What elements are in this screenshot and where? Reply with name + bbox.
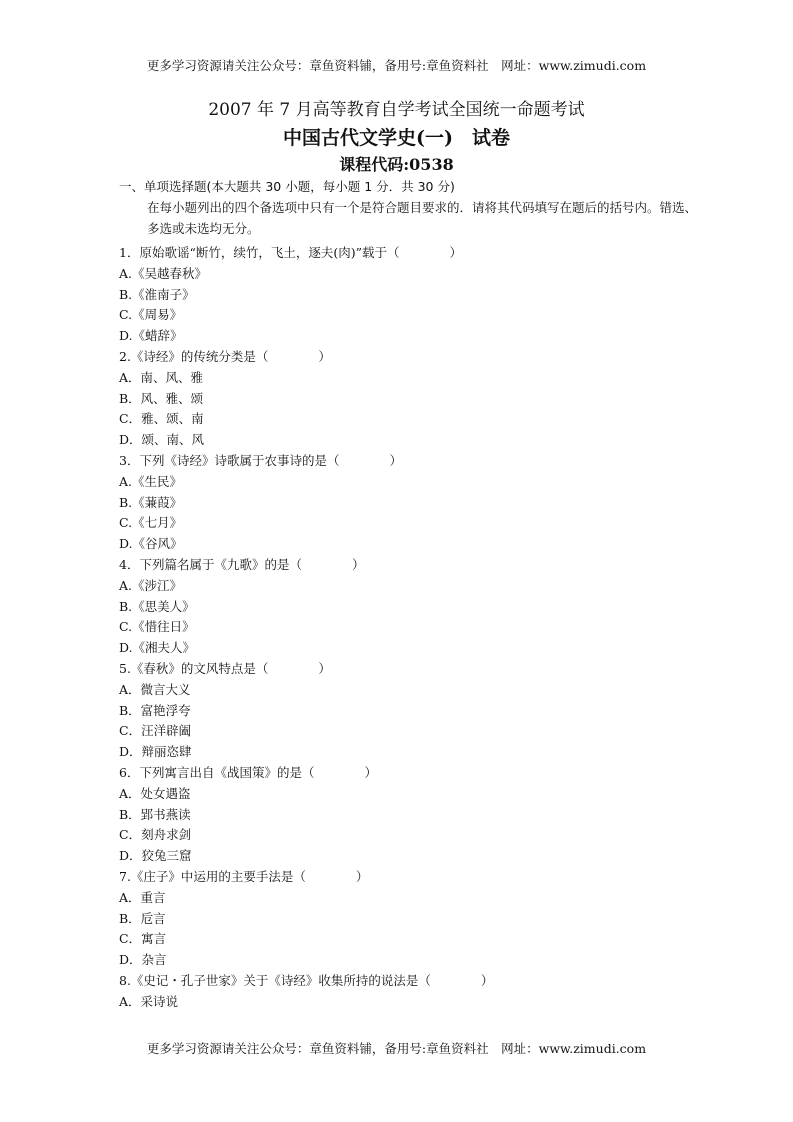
question-stem: 2.《诗经》的传统分类是（ ） xyxy=(119,348,331,364)
footer-note: 更多学习资源请关注公众号：章鱼资料铺，备用号:章鱼资料社 网址：www.zimudi.com xyxy=(146,1041,647,1056)
answer-option: C．汪洋辟阖 xyxy=(119,723,192,739)
answer-option: B.《淮南子》 xyxy=(119,286,195,302)
answer-option: A．采诗说 xyxy=(119,993,179,1009)
answer-option: A．南、风、雅 xyxy=(119,369,204,385)
subject-title: 中国古代文学史(一) 试卷 xyxy=(283,127,510,149)
answer-option: A．处女遇盗 xyxy=(119,785,191,801)
answer-option: B．郢书燕读 xyxy=(119,806,191,822)
answer-option: B.《蒹葭》 xyxy=(119,494,183,510)
question-stem: 8.《史记・孔子世家》关于《诗经》收集所持的说法是（ ） xyxy=(119,972,494,988)
answer-option: D.《谷风》 xyxy=(119,536,183,552)
answer-option: B．卮言 xyxy=(119,910,166,926)
answer-option: C．刻舟求剑 xyxy=(119,827,192,843)
question-stem: 7.《庄子》中运用的主要手法是（ ） xyxy=(119,868,369,884)
answer-option: C．寓言 xyxy=(119,931,167,947)
section-instruction: 在每小题列出的四个备选项中只有一个是符合题目要求的．请将其代码填写在题后的括号内。错选、多选或未选均无分。 xyxy=(147,200,698,236)
answer-option: C.《周易》 xyxy=(119,307,183,323)
answer-option: D．杂言 xyxy=(119,952,167,968)
answer-option: A.《涉江》 xyxy=(119,577,183,593)
question-stem: 1．原始歌谣“断竹，续竹，飞土，逐夫(肉)”载于（ ） xyxy=(119,245,462,260)
section-heading: 一、单项选择题(本大题共 30 小题，每小题 1 分．共 30 分) xyxy=(119,179,455,194)
answer-option: D.《湘夫人》 xyxy=(119,640,196,656)
answer-option: A．微言大义 xyxy=(119,681,191,697)
answer-option: D．辩丽恣肆 xyxy=(119,744,192,760)
answer-option: A.《生民》 xyxy=(119,473,183,489)
answer-option: B.《思美人》 xyxy=(119,598,195,614)
answer-option: D.《蜡辞》 xyxy=(119,328,183,344)
question-stem: 5.《春秋》的文风特点是（ ） xyxy=(119,660,331,676)
question-list xyxy=(119,243,699,1012)
question-stem: 3．下列《诗经》诗歌属于农事诗的是（ ） xyxy=(119,452,402,468)
question-stem: 4．下列篇名属于《九歌》的是（ ） xyxy=(119,556,365,572)
answer-option: B．风、雅、颂 xyxy=(119,390,204,406)
answer-option: D．狡兔三窟 xyxy=(119,848,192,864)
exam-title: 2007 年 7 月高等教育自学考试全国统一命题考试 xyxy=(208,100,585,120)
answer-option: C.《七月》 xyxy=(119,515,183,531)
question-content xyxy=(119,177,699,1012)
answer-option: D．颂、南、风 xyxy=(119,432,205,448)
answer-option: C．雅、颂、南 xyxy=(119,411,204,427)
question-stem: 6．下列寓言出自《战国策》的是（ ） xyxy=(119,764,377,780)
course-code: 课程代码:0538 xyxy=(339,155,454,174)
header-note: 更多学习资源请关注公众号：章鱼资料铺，备用号:章鱼资料社 网址：www.zimudi.com xyxy=(146,58,647,73)
answer-option: A．重言 xyxy=(119,889,166,905)
answer-option: B．富艳浮夸 xyxy=(119,702,191,718)
answer-option: C.《惜往日》 xyxy=(119,619,195,635)
answer-option: A.《吴越春秋》 xyxy=(119,265,208,281)
